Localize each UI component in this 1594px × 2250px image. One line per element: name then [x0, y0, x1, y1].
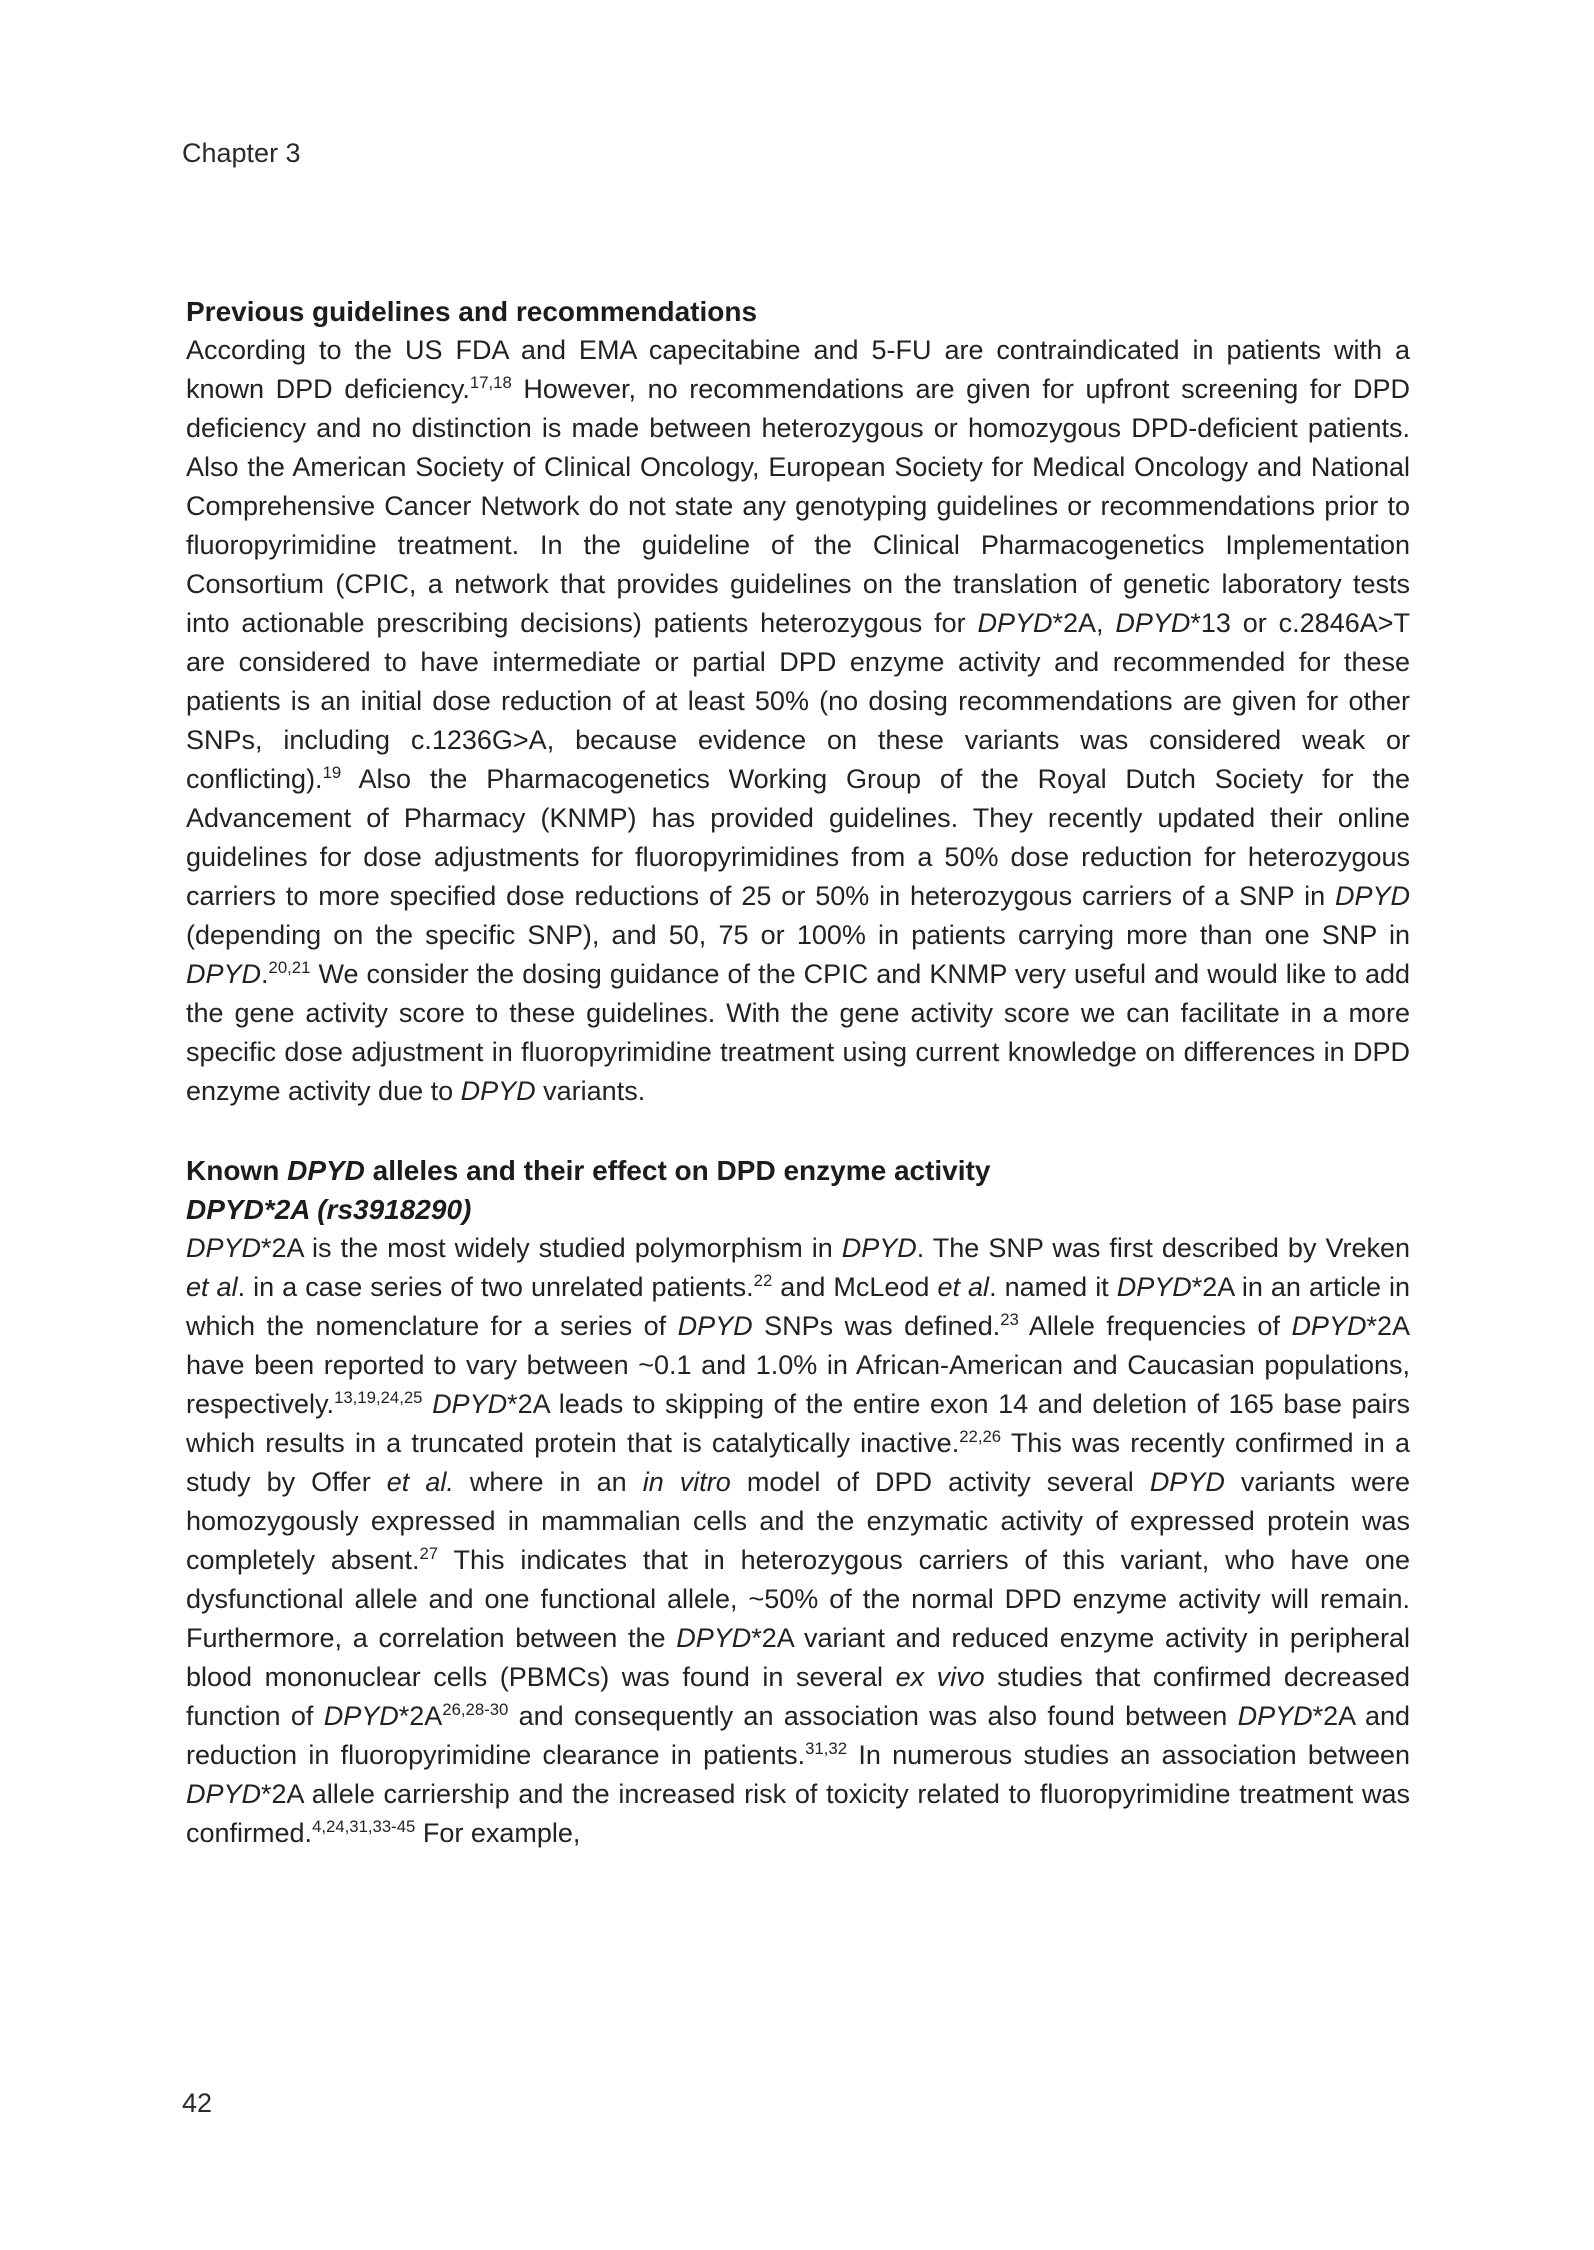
- section-known-dpyd-alleles: [186, 1151, 1410, 1853]
- section-heading-previous-guidelines: Previous guidelines and recommendations: [186, 296, 758, 327]
- paragraph-dpyd-2a: DPYD*2A is the most widely studied polymorphism in DPYD. The SNP was first described by Vreken et al. in a case series of two unrelated patients.$^{22}$ and McLeod et al. named it DPYD*2A in an article in which the nomenclature for a series of DPYD SNPs was defined.$^{23}$ Allele frequencies of DPYD*2A have been reported to vary between ~0.1 and 1.0% in African-American and Caucasian populations, respectively.$^{13,19,24,25}$ DPYD*2A leads to skipping of the entire exon 14 and deletion of 165 base pairs which results in a truncated protein that is catalytically inactive.$^{22,26}$ This was recently confirmed in a study by Offer et al. where in an in vitro model of DPD activity several DPYD variants were homozygously expressed in mammalian cells and the enzymatic activity of expressed protein was completely absent.$^{27}$ This indicates that in heterozygous carriers of this variant, who have one dysfunctional allele and one functional allele, ~50% of the normal DPD enzyme activity will remain. Furthermore, a correlation between the DPYD*2A variant and reduced enzyme activity in peripheral blood mononuclear cells (PBMCs) was found in several ex vivo studies that confirmed decreased function of $DPYD*2A^{26,28-30}$ and consequently an association was also found between DPYD*2A and reduction in fluoropyrimidine clearance in patients.$^{31,32}$ In numerous studies an association between DPYD*2A allele carriership and the increased risk of toxicity related to fluoropyrimidine treatment was confirmed.$^{4,24,31,33-45}$ For example,: [186, 1233, 1411, 1848]
- section-previous-guidelines: [186, 292, 1410, 1111]
- paragraph-previous-guidelines: According to the US FDA and EMA capecitabine and 5-FU are contraindicated in patients with a known DPD deficiency.$^{17,18}$ However, no recommendations are given for upfront screening for DPD deficiency and no distinction is made between heterozygous or homozygous DPD-deficient patients. Also the American Society of Clinical Oncology, European Society for Medical Oncology and National Comprehensive Cancer Network do not state any genotyping guidelines or recommendations prior to fluoropyrimidine treatment. In the guideline of the Clinical Pharmacogenetics Implementation Consortium (CPIC, a network that provides guidelines on the translation of genetic laboratory tests into actionable prescribing decisions) patients heterozygous for DPYD*2A, DPYD*13 or c.2846A>T are considered to have intermediate or partial DPD enzyme activity and recommended for these patients is an initial dose reduction of at least 50% (no dosing recommendations are given for other SNPs, including c.1236G>A, because evidence on these variants was considered weak or conflicting).$^{19}$ Also the Pharmacogenetics Working Group of the Royal Dutch Society for the Advancement of Pharmacy (KNMP) has provided guidelines. They recently updated their online guidelines for dose adjustments for fluoropyrimidines from a 50% dose reduction for heterozygous carriers to more specified dose reductions of 25 or 50% in heterozygous carriers of a SNP in DPYD (depending on the specific SNP), and 50, 75 or 100% in patients carrying more than one SNP in DPYD.$^{20,21}$ We consider the dosing guidance of the CPIC and KNMP very useful and would like to add the gene activity score to these guidelines. With the gene activity score we can facilitate in a more specific dose adjustment in fluoropyrimidine treatment using current knowledge on differences in DPD enzyme activity due to DPYD variants.: [186, 335, 1411, 1106]
- chapter-running-header: Chapter 3: [182, 138, 301, 168]
- subheading-dpyd-2a: DPYD*2A (rs3918290): [186, 1194, 472, 1225]
- section-heading-known-dpyd-alleles: Known DPYD alleles and their effect on DPD enzyme activity: [186, 1155, 991, 1186]
- section-spacer: [186, 1111, 1410, 1151]
- page-body: [186, 292, 1410, 1853]
- page-number: 42: [182, 2088, 213, 2118]
